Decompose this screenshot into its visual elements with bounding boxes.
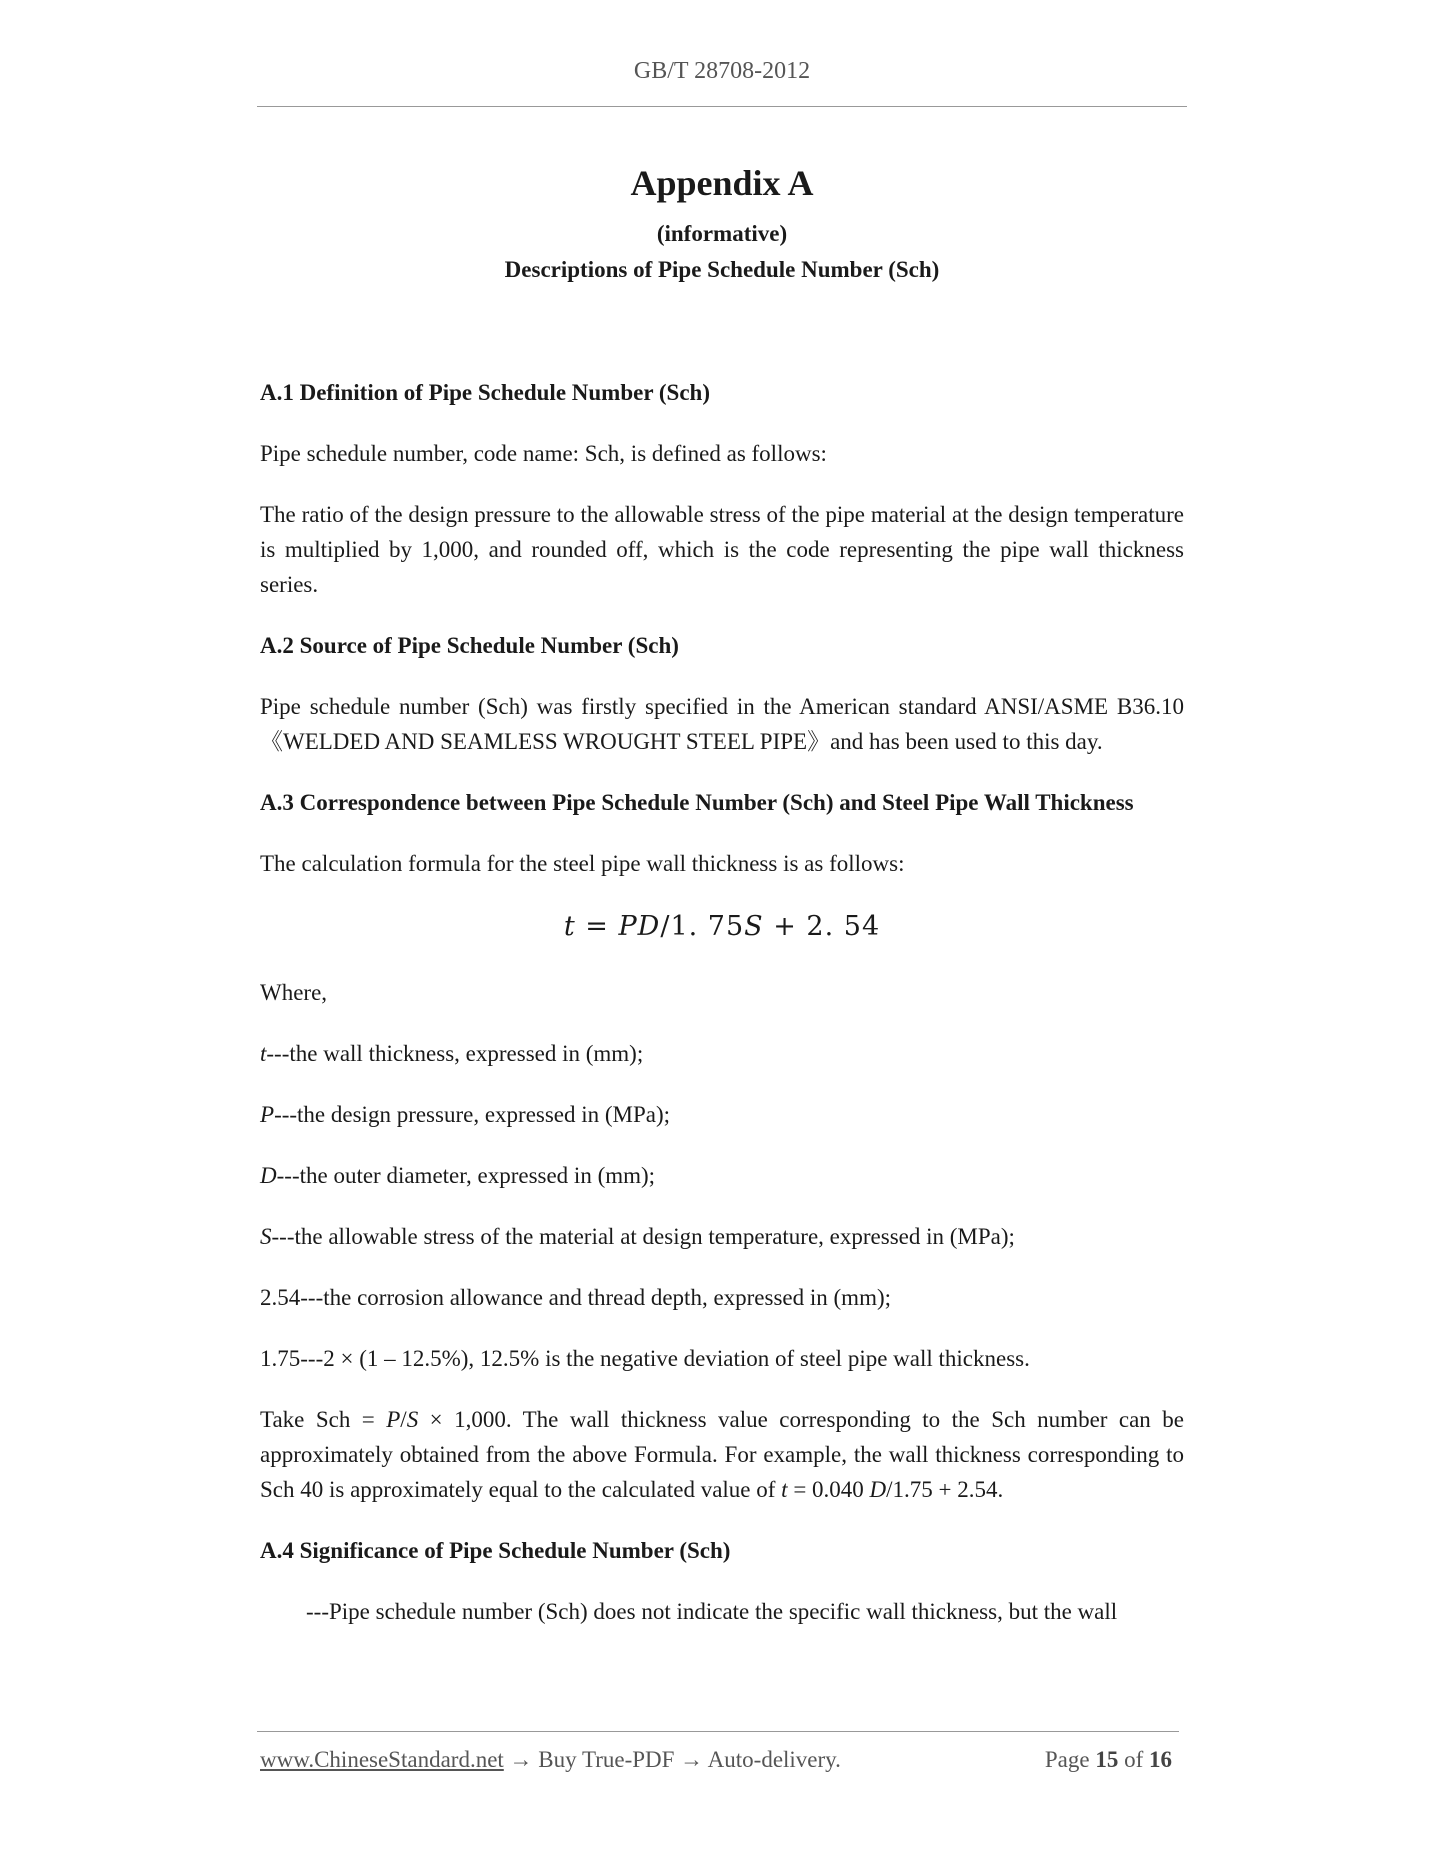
take-t-symbol: t bbox=[781, 1477, 788, 1502]
take-text-b: / bbox=[400, 1407, 407, 1432]
definition-t-text: ---the wall thickness, expressed in (mm); bbox=[266, 1041, 644, 1066]
definition-d bbox=[260, 1158, 1184, 1193]
formula-mid: /1. 75 bbox=[660, 911, 745, 942]
take-text-a: Take Sch = bbox=[260, 1407, 387, 1432]
formula-equals: = bbox=[575, 911, 619, 942]
definition-s-symbol: S bbox=[260, 1224, 272, 1249]
take-text-c: × 1,000. The wall thickness value corresponding to the Sch number can be approximately obtained from the above Formula. For example, the wall thickness corresponding to Sch 40 is approximately equal to the calculated value of bbox=[260, 1407, 1184, 1502]
section-a3-heading: A.3 Correspondence between Pipe Schedule Number (Sch) and Steel Pipe Wall Thickness bbox=[260, 790, 1134, 815]
formula-s: S bbox=[744, 911, 764, 942]
section-a1-heading: A.1 Definition of Pipe Schedule Number (Sch) bbox=[260, 380, 710, 405]
page-word: Page bbox=[1044, 1747, 1096, 1772]
formula-pd: PD bbox=[618, 911, 661, 942]
header-divider bbox=[257, 106, 1187, 107]
take-s-symbol: S bbox=[406, 1407, 419, 1432]
appendix-title-block bbox=[257, 160, 1187, 284]
definition-t-symbol: t bbox=[260, 1041, 267, 1066]
section-a2-heading: A.2 Source of Pipe Schedule Number (Sch) bbox=[260, 633, 679, 658]
section-a3-take-sch bbox=[260, 1402, 1184, 1507]
footer-promo bbox=[260, 1747, 841, 1773]
where-label: Where, bbox=[260, 980, 328, 1005]
definition-s-text: ---the allowable stress of the material at design temperature, expressed in (MPa); bbox=[271, 1224, 1015, 1249]
page-header: GB/T 28708-2012 bbox=[633, 58, 811, 84]
current-page-number: 15 bbox=[1095, 1747, 1119, 1772]
section-a3-intro: The calculation formula for the steel pipe wall thickness is as follows: bbox=[260, 851, 905, 876]
definition-254: 2.54---the corrosion allowance and thread depth, expressed in (mm); bbox=[260, 1285, 892, 1310]
footer-divider bbox=[257, 1731, 1179, 1732]
take-p-symbol: P bbox=[386, 1407, 401, 1432]
appendix-description: Descriptions of Pipe Schedule Number (Sch) bbox=[504, 257, 940, 282]
take-text-d: = 0.040 bbox=[787, 1477, 870, 1502]
of-word: of bbox=[1118, 1747, 1149, 1772]
section-a4-paragraph-1: ---Pipe schedule number (Sch) does not indicate the specific wall thickness, but the wall bbox=[306, 1599, 1118, 1624]
definition-s bbox=[260, 1219, 1184, 1254]
footer-promo-text: → Buy True-PDF → Auto-delivery. bbox=[503, 1747, 841, 1772]
definition-p-symbol: P bbox=[260, 1102, 275, 1127]
page-indicator bbox=[1045, 1747, 1172, 1773]
definition-p bbox=[260, 1097, 1184, 1132]
definition-175: 1.75---2 × (1 – 12.5%), 12.5% is the negative deviation of steel pipe wall thickness. bbox=[260, 1346, 1030, 1371]
take-text-e: /1.75 + 2.54. bbox=[886, 1477, 1004, 1502]
formula-tail: + 2. 54 bbox=[763, 911, 881, 942]
site-link[interactable]: www.ChineseStandard.net bbox=[260, 1747, 504, 1772]
section-a1-paragraph-2: The ratio of the design pressure to the allowable stress of the pipe material at the design temperature is multiplied by 1,000, and rounded off, which is the code representing the pipe wall thickness series. bbox=[260, 502, 1184, 597]
formula-t: t bbox=[563, 911, 576, 942]
total-pages: 16 bbox=[1149, 1747, 1172, 1772]
definition-t bbox=[260, 1036, 1184, 1071]
page-footer bbox=[260, 1747, 1184, 1773]
wall-thickness-formula bbox=[260, 907, 1184, 947]
definition-d-symbol: D bbox=[260, 1163, 277, 1188]
appendix-informative: (informative) bbox=[656, 221, 788, 246]
appendix-title: Appendix A bbox=[630, 163, 814, 203]
definition-d-text: ---the outer diameter, expressed in (mm); bbox=[276, 1163, 656, 1188]
document-body bbox=[260, 375, 1184, 1655]
definition-p-text: ---the design pressure, expressed in (MPa); bbox=[274, 1102, 671, 1127]
take-d-symbol: D bbox=[869, 1477, 887, 1502]
section-a1-paragraph-1: Pipe schedule number, code name: Sch, is defined as follows: bbox=[260, 441, 827, 466]
section-a4-heading: A.4 Significance of Pipe Schedule Number (Sch) bbox=[260, 1538, 731, 1563]
section-a2-paragraph-1: Pipe schedule number (Sch) was firstly specified in the American standard ANSI/ASME B36.10《WELDED AND SEAMLESS WROUGHT STEEL PIPE》and has been used to this day. bbox=[260, 694, 1184, 754]
